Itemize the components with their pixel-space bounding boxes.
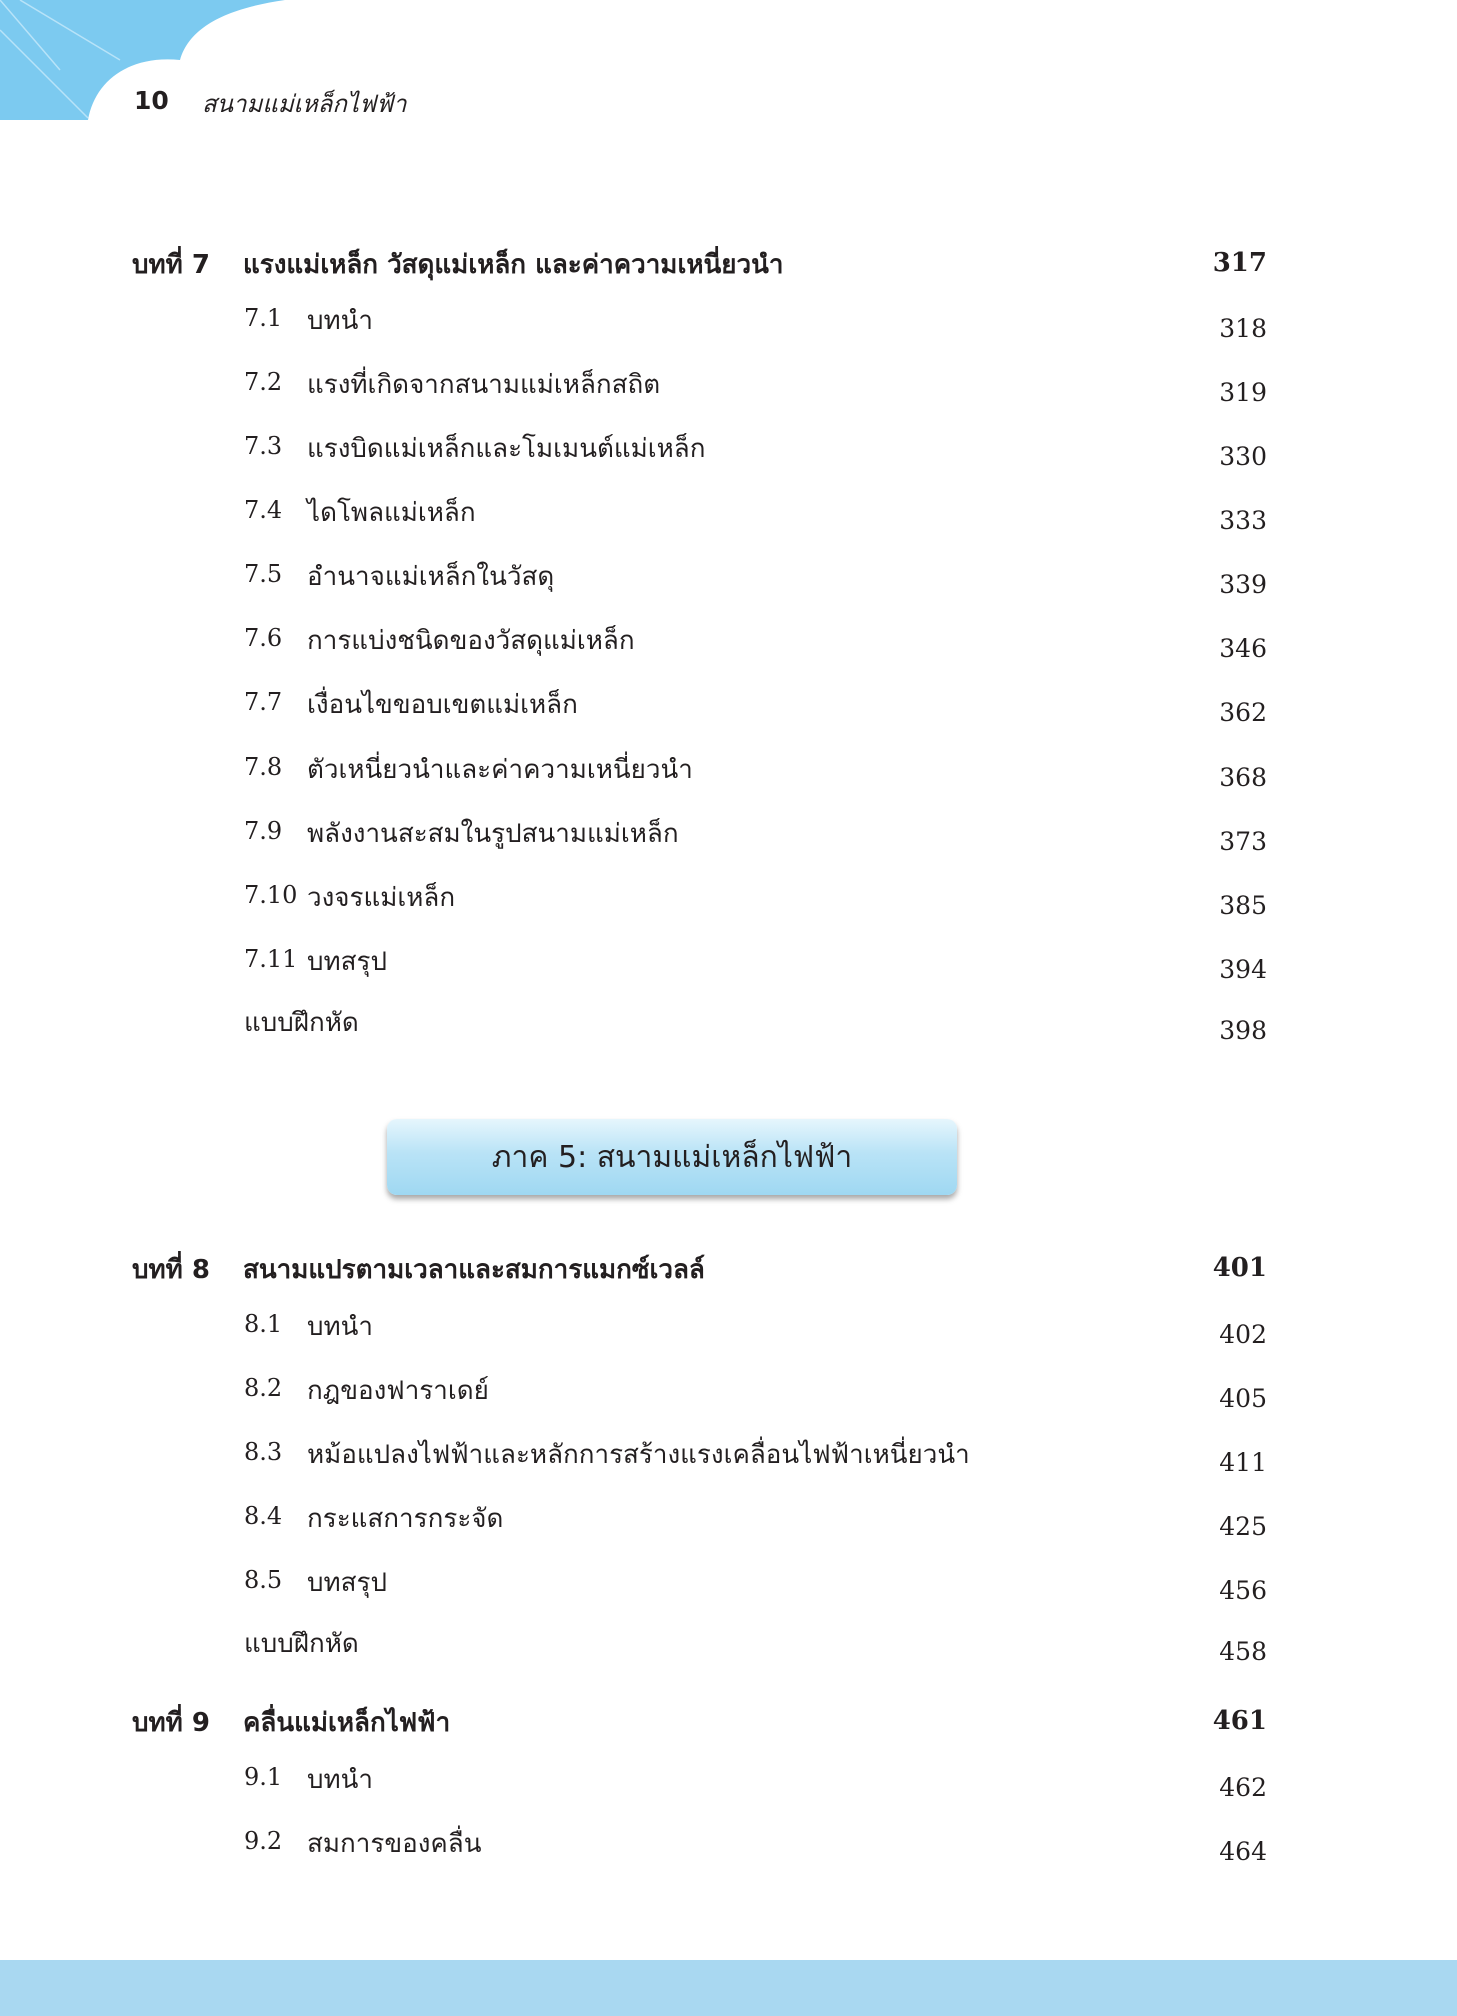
toc-entry[interactable]	[0, 1436, 1457, 1476]
section-number: 7.3	[244, 432, 283, 460]
section-page: 373	[1219, 827, 1267, 856]
section-title: บทนำ	[307, 1312, 374, 1342]
section-number: 8.5	[244, 1566, 283, 1594]
chapter-title: สนามแปรตามเวลาและสมการแมกซ์เวลล์	[243, 1255, 705, 1285]
chapter-row[interactable]	[0, 1249, 1457, 1289]
section-title: บทสรุป	[307, 947, 387, 977]
toc-entry[interactable]	[0, 1825, 1457, 1865]
section-page: 319	[1219, 378, 1267, 407]
section-title: กฎของฟาราเดย์	[307, 1376, 489, 1406]
section-title: บทสรุป	[307, 1568, 387, 1598]
section-page: 464	[1219, 1837, 1267, 1866]
section-title: บทนำ	[307, 1765, 374, 1795]
section-page: 405	[1219, 1384, 1267, 1413]
section-number: 7.6	[244, 624, 283, 652]
section-number: 7.1	[244, 304, 283, 332]
section-number: 9.1	[244, 1763, 283, 1791]
section-title: บทนำ	[307, 306, 374, 336]
section-number: 7.2	[244, 368, 283, 396]
exercises-title: แบบฝึกหัด	[244, 1629, 359, 1659]
toc-entry[interactable]	[0, 1761, 1457, 1801]
section-number: 8.2	[244, 1374, 283, 1402]
section-number: 7.7	[244, 688, 283, 716]
section-page: 385	[1219, 891, 1267, 920]
chapter-row[interactable]	[0, 244, 1457, 284]
chapter-page: 401	[1212, 1253, 1267, 1283]
section-title: แรงที่เกิดจากสนามแม่เหล็กสถิต	[307, 370, 661, 400]
toc-entry-exercises[interactable]	[0, 1004, 1457, 1044]
section-page: 330	[1219, 442, 1267, 471]
toc-entry[interactable]	[0, 751, 1457, 791]
chapter-label: บทที่ 7	[132, 250, 210, 280]
section-page: 456	[1219, 1576, 1267, 1605]
chapter-label: บทที่ 8	[132, 1255, 210, 1285]
section-page: 462	[1219, 1773, 1267, 1802]
section-number: 7.9	[244, 817, 283, 845]
toc-entry[interactable]	[0, 943, 1457, 983]
toc-entry-exercises[interactable]	[0, 1625, 1457, 1665]
section-title: พลังงานสะสมในรูปสนามแม่เหล็ก	[307, 819, 679, 849]
section-title: เงื่อนไขขอบเขตแม่เหล็ก	[307, 690, 578, 720]
section-number: 7.11	[244, 945, 298, 973]
toc-entry[interactable]	[0, 366, 1457, 406]
toc-entry[interactable]	[0, 302, 1457, 342]
section-page: 346	[1219, 634, 1267, 663]
chapter-page: 461	[1212, 1706, 1267, 1736]
part-banner	[387, 1119, 957, 1195]
section-page: 394	[1219, 955, 1267, 984]
toc-entry[interactable]	[0, 494, 1457, 534]
chapter-title: คลื่นแม่เหล็กไฟฟ้า	[243, 1708, 451, 1738]
toc-entry[interactable]	[0, 1564, 1457, 1604]
toc-entry[interactable]	[0, 1308, 1457, 1348]
section-number: 9.2	[244, 1827, 283, 1855]
part-title: ภาค 5: สนามแม่เหล็กไฟฟ้า	[491, 1139, 853, 1175]
section-page: 318	[1219, 314, 1267, 343]
chapter-row[interactable]	[0, 1702, 1457, 1742]
section-title: การแบ่งชนิดของวัสดุแม่เหล็ก	[307, 626, 635, 656]
toc-entry[interactable]	[0, 686, 1457, 726]
footer-band	[0, 1960, 1457, 2016]
section-page: 411	[1219, 1448, 1267, 1477]
section-title: ไดโพลแม่เหล็ก	[307, 498, 476, 528]
toc-entry[interactable]	[0, 622, 1457, 662]
section-page: 368	[1219, 763, 1267, 792]
section-number: 7.10	[244, 881, 298, 909]
section-page: 333	[1219, 506, 1267, 535]
section-page: 402	[1219, 1320, 1267, 1349]
chapter-page: 317	[1212, 248, 1267, 278]
section-page: 362	[1219, 698, 1267, 727]
toc-entry[interactable]	[0, 815, 1457, 855]
toc-entry[interactable]	[0, 430, 1457, 470]
toc-entry[interactable]	[0, 1372, 1457, 1412]
chapter-label: บทที่ 9	[132, 1708, 210, 1738]
toc-entry[interactable]	[0, 1500, 1457, 1540]
section-number: 7.8	[244, 753, 283, 781]
section-number: 8.4	[244, 1502, 283, 1530]
section-number: 8.1	[244, 1310, 283, 1338]
toc-entry[interactable]	[0, 879, 1457, 919]
section-number: 7.4	[244, 496, 283, 524]
section-title: หม้อแปลงไฟฟ้าและหลักการสร้างแรงเคลื่อนไฟฟ้าเหนี่ยวนำ	[307, 1440, 970, 1470]
section-title: ตัวเหนี่ยวนำและค่าความเหนี่ยวนำ	[307, 755, 693, 785]
section-title: แรงบิดแม่เหล็กและโมเมนต์แม่เหล็ก	[307, 434, 706, 464]
chapter-title: แรงแม่เหล็ก วัสดุแม่เหล็ก และค่าความเหนี่ยวนำ	[243, 250, 784, 280]
section-title: วงจรแม่เหล็ก	[307, 883, 456, 913]
running-header-title: สนามแม่เหล็กไฟฟ้า	[202, 90, 407, 118]
section-title: สมการของคลื่น	[307, 1829, 482, 1859]
section-number: 7.5	[244, 560, 283, 588]
section-page: 425	[1219, 1512, 1267, 1541]
exercises-page: 458	[1219, 1637, 1267, 1666]
section-page: 339	[1219, 570, 1267, 599]
exercises-title: แบบฝึกหัด	[244, 1008, 359, 1038]
toc-entry[interactable]	[0, 558, 1457, 598]
section-title: กระแสการกระจัด	[307, 1504, 504, 1534]
section-number: 8.3	[244, 1438, 283, 1466]
section-title: อำนาจแม่เหล็กในวัสดุ	[307, 562, 555, 592]
exercises-page: 398	[1219, 1016, 1267, 1045]
page-number: 10	[134, 86, 169, 115]
